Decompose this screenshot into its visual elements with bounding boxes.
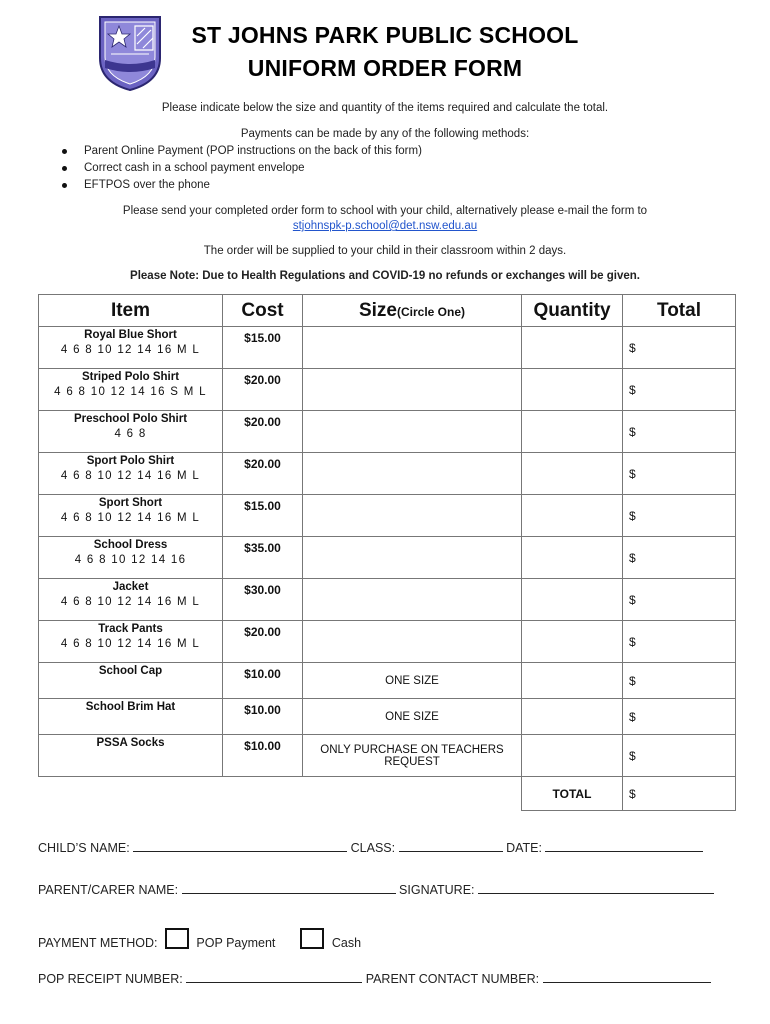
payment-methods-list xyxy=(60,143,422,194)
header-size-hint: (Circle One) xyxy=(397,304,466,319)
item-name: Jacket xyxy=(112,581,149,593)
item-total-field[interactable]: $ xyxy=(623,453,736,495)
item-size-field[interactable]: ONE SIZE xyxy=(303,663,522,699)
item-cost: $20.00 xyxy=(223,621,303,663)
grand-total-row xyxy=(39,777,736,811)
item-quantity-field[interactable] xyxy=(522,579,623,621)
header-quantity: Quantity xyxy=(522,295,623,327)
item-size-field[interactable] xyxy=(303,411,522,453)
payment-method-line xyxy=(38,928,361,950)
child-name-label: CHILD’S NAME: xyxy=(38,841,130,855)
item-cell xyxy=(39,663,223,699)
item-total-field[interactable]: $ xyxy=(623,621,736,663)
table-row xyxy=(39,699,736,735)
item-total-field[interactable]: $ xyxy=(623,411,736,453)
date-field[interactable] xyxy=(545,839,703,852)
cash-label: Cash xyxy=(331,936,362,950)
table-row xyxy=(39,579,736,621)
item-quantity-field[interactable] xyxy=(522,735,623,777)
item-name: Sport Polo Shirt xyxy=(86,455,175,467)
payment-method-item: Parent Online Payment (POP instructions on the back of this form) xyxy=(60,143,422,160)
item-quantity-field[interactable] xyxy=(522,453,623,495)
pop-receipt-label: POP RECEIPT NUMBER: xyxy=(38,972,183,986)
item-cost: $20.00 xyxy=(223,411,303,453)
item-quantity-field[interactable] xyxy=(522,663,623,699)
item-cell xyxy=(39,699,223,735)
item-cell xyxy=(39,327,223,369)
item-total-field[interactable]: $ xyxy=(623,537,736,579)
table-row xyxy=(39,663,736,699)
item-cost: $35.00 xyxy=(223,537,303,579)
item-quantity-field[interactable] xyxy=(522,327,623,369)
grand-total-label: TOTAL xyxy=(522,777,623,811)
item-cost: $30.00 xyxy=(223,579,303,621)
item-sizes: 4 6 8 10 12 14 16 M L xyxy=(60,638,201,650)
parent-info-line xyxy=(38,881,714,897)
form-title-uniform: UNIFORM ORDER FORM xyxy=(247,55,523,81)
item-cost: $10.00 xyxy=(223,699,303,735)
table-row xyxy=(39,453,736,495)
item-name: Striped Polo Shirt xyxy=(81,371,180,383)
table-row xyxy=(39,537,736,579)
payment-method-label: PAYMENT METHOD: xyxy=(38,936,158,950)
item-cost: $15.00 xyxy=(223,495,303,537)
class-label: CLASS: xyxy=(350,841,396,855)
item-sizes: 4 6 8 10 12 14 16 S M L xyxy=(54,386,207,398)
pop-payment-label: POP Payment xyxy=(196,936,276,950)
item-size-field[interactable] xyxy=(303,369,522,411)
item-size-field[interactable] xyxy=(303,495,522,537)
item-name: School Dress xyxy=(93,539,168,551)
supply-note: The order will be supplied to your child in their classroom within 2 days. xyxy=(203,245,567,257)
item-cost: $10.00 xyxy=(223,663,303,699)
item-cell xyxy=(39,369,223,411)
table-row xyxy=(39,369,736,411)
child-name-field[interactable] xyxy=(133,839,347,852)
item-size-field[interactable]: ONE SIZE xyxy=(303,699,522,735)
item-total-field[interactable]: $ xyxy=(623,327,736,369)
item-cell xyxy=(39,621,223,663)
item-size-field[interactable] xyxy=(303,453,522,495)
grand-total-field[interactable]: $ xyxy=(623,777,736,811)
item-cell xyxy=(39,411,223,453)
item-name: School Brim Hat xyxy=(85,701,176,713)
item-size-field[interactable] xyxy=(303,537,522,579)
item-total-field[interactable]: $ xyxy=(623,735,736,777)
item-quantity-field[interactable] xyxy=(522,621,623,663)
item-cell xyxy=(39,735,223,777)
payment-method-item: EFTPOS over the phone xyxy=(60,177,422,194)
table-header-row xyxy=(39,295,736,327)
receipt-contact-line xyxy=(38,970,711,986)
item-quantity-field[interactable] xyxy=(522,699,623,735)
item-total-field[interactable]: $ xyxy=(623,369,736,411)
item-cell xyxy=(39,579,223,621)
payments-heading: Payments can be made by any of the following methods: xyxy=(240,128,530,140)
table-row xyxy=(39,411,736,453)
child-info-line xyxy=(38,839,703,855)
item-total-field[interactable]: $ xyxy=(623,495,736,537)
health-note: Please Note: Due to Health Regulations and COVID-19 no refunds or exchanges will be given. xyxy=(130,270,640,282)
table-row xyxy=(39,735,736,777)
grand-total-spacer xyxy=(39,777,522,811)
item-cost: $20.00 xyxy=(223,369,303,411)
item-total-field[interactable]: $ xyxy=(623,579,736,621)
item-quantity-field[interactable] xyxy=(522,495,623,537)
item-sizes: 4 6 8 10 12 14 16 xyxy=(74,554,187,566)
send-instruction: Please send your completed order form to school with your child, alternatively please e-mail the form to xyxy=(122,205,648,217)
item-name: Track Pants xyxy=(98,623,163,635)
item-cost: $20.00 xyxy=(223,453,303,495)
item-sizes: 4 6 8 10 12 14 16 M L xyxy=(60,344,201,356)
item-sizes: 4 6 8 10 12 14 16 M L xyxy=(60,512,201,524)
header-total: Total xyxy=(623,295,736,327)
item-total-field[interactable]: $ xyxy=(623,699,736,735)
parent-name-label: PARENT/CARER NAME: xyxy=(38,883,179,897)
order-table xyxy=(38,294,736,811)
pop-payment-checkbox[interactable] xyxy=(165,928,189,949)
parent-contact-label: PARENT CONTACT NUMBER: xyxy=(365,972,540,986)
header-cost: Cost xyxy=(223,295,303,327)
parent-contact-field[interactable] xyxy=(543,970,711,983)
item-cost: $15.00 xyxy=(223,327,303,369)
item-cell xyxy=(39,537,223,579)
item-size-field[interactable] xyxy=(303,579,522,621)
class-field[interactable] xyxy=(399,839,503,852)
item-name: School Cap xyxy=(98,665,163,677)
signature-label: SIGNATURE: xyxy=(399,883,475,897)
header-size-label: Size xyxy=(358,299,397,321)
instruction-text: Please indicate below the size and quantity of the items required and calculate the total. xyxy=(161,102,609,114)
parent-name-field[interactable] xyxy=(182,881,396,894)
signature-field[interactable] xyxy=(478,881,714,894)
item-sizes: 4 6 8 10 12 14 16 M L xyxy=(60,470,201,482)
table-row xyxy=(39,495,736,537)
item-quantity-field[interactable] xyxy=(522,411,623,453)
item-name: PSSA Socks xyxy=(96,737,165,749)
header-item: Item xyxy=(39,295,223,327)
pop-receipt-field[interactable] xyxy=(186,970,362,983)
table-row xyxy=(39,621,736,663)
item-size-field[interactable] xyxy=(303,327,522,369)
item-sizes: 4 6 8 xyxy=(114,428,147,440)
school-crest-icon xyxy=(97,14,163,92)
date-label: DATE: xyxy=(506,841,542,855)
item-name: Sport Short xyxy=(98,497,163,509)
item-size-field[interactable] xyxy=(303,621,522,663)
cash-checkbox[interactable] xyxy=(300,928,324,949)
form-title-school: ST JOHNS PARK PUBLIC SCHOOL xyxy=(191,22,579,48)
item-name: Royal Blue Short xyxy=(84,329,177,341)
payment-method-item: Correct cash in a school payment envelope xyxy=(60,160,422,177)
item-sizes: 4 6 8 10 12 14 16 M L xyxy=(60,596,201,608)
table-row xyxy=(39,327,736,369)
item-quantity-field[interactable] xyxy=(522,369,623,411)
item-cell xyxy=(39,495,223,537)
header-size xyxy=(303,295,522,327)
item-cell xyxy=(39,453,223,495)
school-email-link[interactable]: stjohnspk-p.school@det.nsw.edu.au xyxy=(292,220,478,232)
item-cost: $10.00 xyxy=(223,735,303,777)
item-size-field[interactable]: ONLY PURCHASE ON TEACHERS REQUEST xyxy=(303,735,522,777)
item-name: Preschool Polo Shirt xyxy=(73,413,188,425)
item-total-field[interactable]: $ xyxy=(623,663,736,699)
item-quantity-field[interactable] xyxy=(522,537,623,579)
